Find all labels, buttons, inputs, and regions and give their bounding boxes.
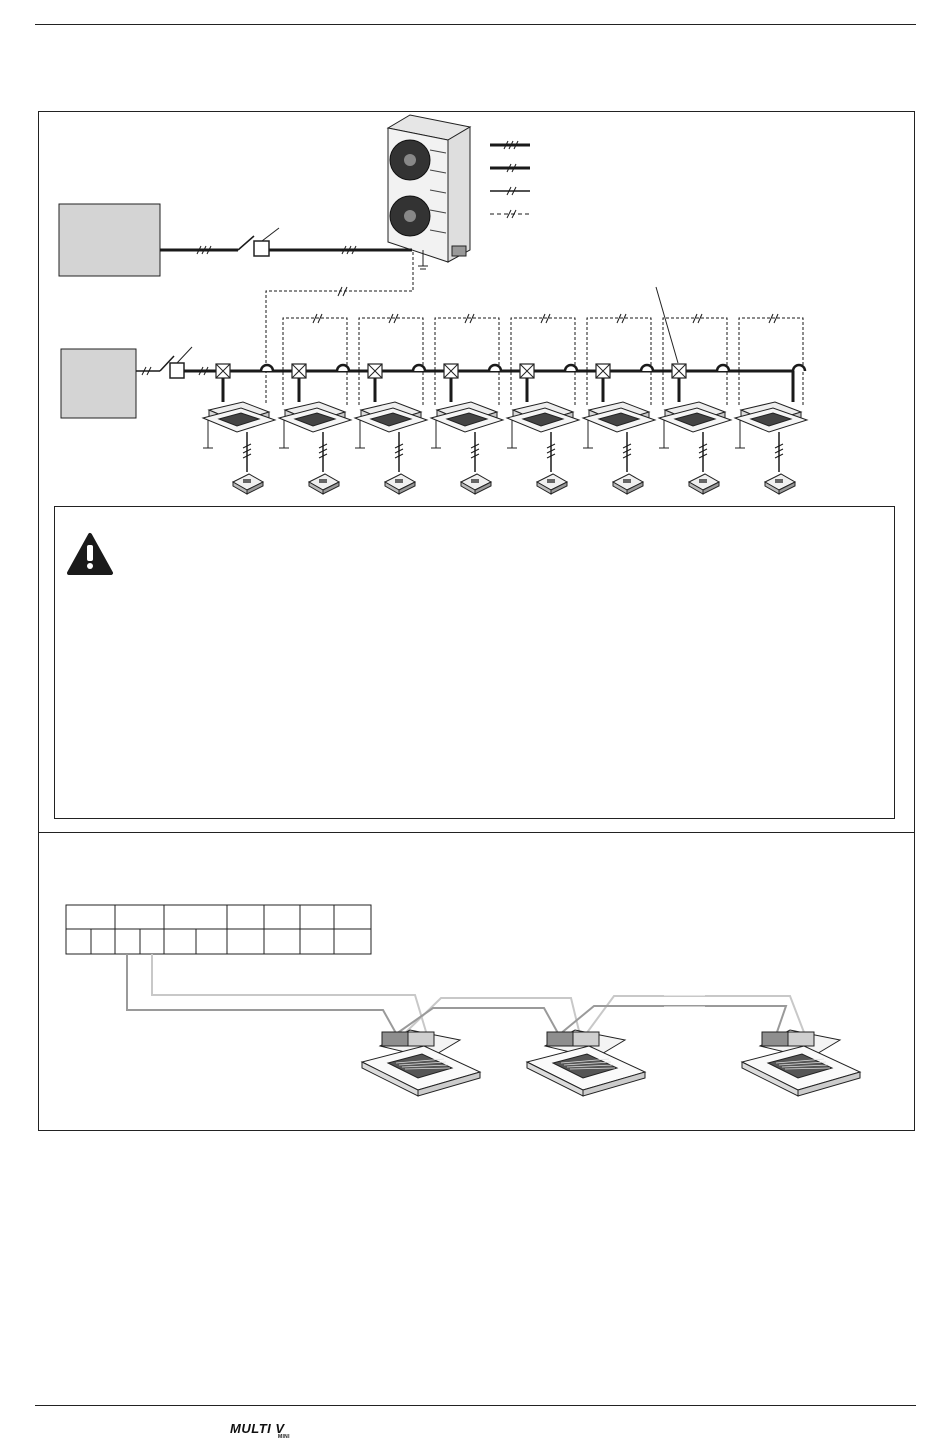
indoor-power-source — [61, 347, 192, 418]
outdoor-unit — [388, 115, 470, 269]
remote-screen — [395, 479, 403, 483]
comm-loop — [587, 318, 651, 405]
warning-icon — [69, 535, 111, 573]
remote-controller — [613, 474, 643, 494]
wire-crossover — [641, 365, 653, 371]
indoor-unit-3 — [355, 314, 427, 494]
comm-loop — [511, 318, 575, 405]
comm-loop — [283, 318, 347, 405]
wire-crossover — [413, 365, 425, 371]
wire-crossover — [337, 365, 349, 371]
comm-loop — [435, 318, 499, 405]
remote-screen — [623, 479, 631, 483]
group-wiring — [127, 954, 805, 1035]
brand-logo-sub: MINI — [278, 1434, 290, 1440]
callout-leader — [656, 287, 678, 363]
indoor-unit-2 — [279, 314, 351, 494]
remote-controller — [461, 474, 491, 494]
indoor-unit-6 — [583, 314, 655, 494]
group-cassette-3 — [742, 1030, 860, 1096]
remote-controller — [537, 474, 567, 494]
wire-crossover — [261, 365, 273, 371]
cassette-unit — [355, 402, 427, 432]
remote-controller — [309, 474, 339, 494]
remote-screen — [243, 479, 251, 483]
wire-legend — [490, 141, 530, 218]
terminal-table — [66, 905, 371, 954]
indoor-unit-7 — [659, 314, 731, 494]
remote-controller — [689, 474, 719, 494]
indoor-unit-1 — [203, 364, 275, 494]
cassette-unit — [431, 402, 503, 432]
indoor-unit-8 — [735, 314, 807, 494]
brand-logo-text: MULTI V — [230, 1421, 285, 1436]
remote-controller — [233, 474, 263, 494]
group-cassette-1 — [362, 1030, 480, 1096]
indoor-units — [203, 314, 807, 494]
group-cassette-2 — [527, 1030, 645, 1096]
cassette-unit — [507, 402, 579, 432]
brand-logo — [230, 1421, 290, 1440]
wire-crossover — [489, 365, 501, 371]
remote-screen — [471, 479, 479, 483]
comm-loop — [359, 318, 423, 405]
wire-crossover — [793, 365, 805, 371]
cassette-unit — [659, 402, 731, 432]
remote-controller — [765, 474, 795, 494]
terminal-block-light — [573, 1032, 599, 1046]
terminal-block-dark — [762, 1032, 788, 1046]
cassette-unit — [203, 402, 275, 432]
terminal-block-dark — [547, 1032, 573, 1046]
wire-crossover — [717, 365, 729, 371]
terminal-block-light — [408, 1032, 434, 1046]
comm-loop — [663, 318, 727, 405]
remote-screen — [699, 479, 707, 483]
cassette-unit — [583, 402, 655, 432]
remote-controller — [385, 474, 415, 494]
terminal-block-dark — [382, 1032, 408, 1046]
wire-crossover — [565, 365, 577, 371]
cassette-unit — [735, 402, 807, 432]
outdoor-power-source — [59, 204, 412, 276]
indoor-unit-5 — [507, 314, 579, 494]
cassette-unit — [279, 402, 351, 432]
group-cassettes — [362, 1030, 860, 1096]
remote-screen — [775, 479, 783, 483]
outdoor-comm-line — [266, 252, 413, 405]
terminal-block-light — [788, 1032, 814, 1046]
remote-screen — [547, 479, 555, 483]
indoor-unit-4 — [431, 314, 503, 494]
remote-screen — [319, 479, 327, 483]
